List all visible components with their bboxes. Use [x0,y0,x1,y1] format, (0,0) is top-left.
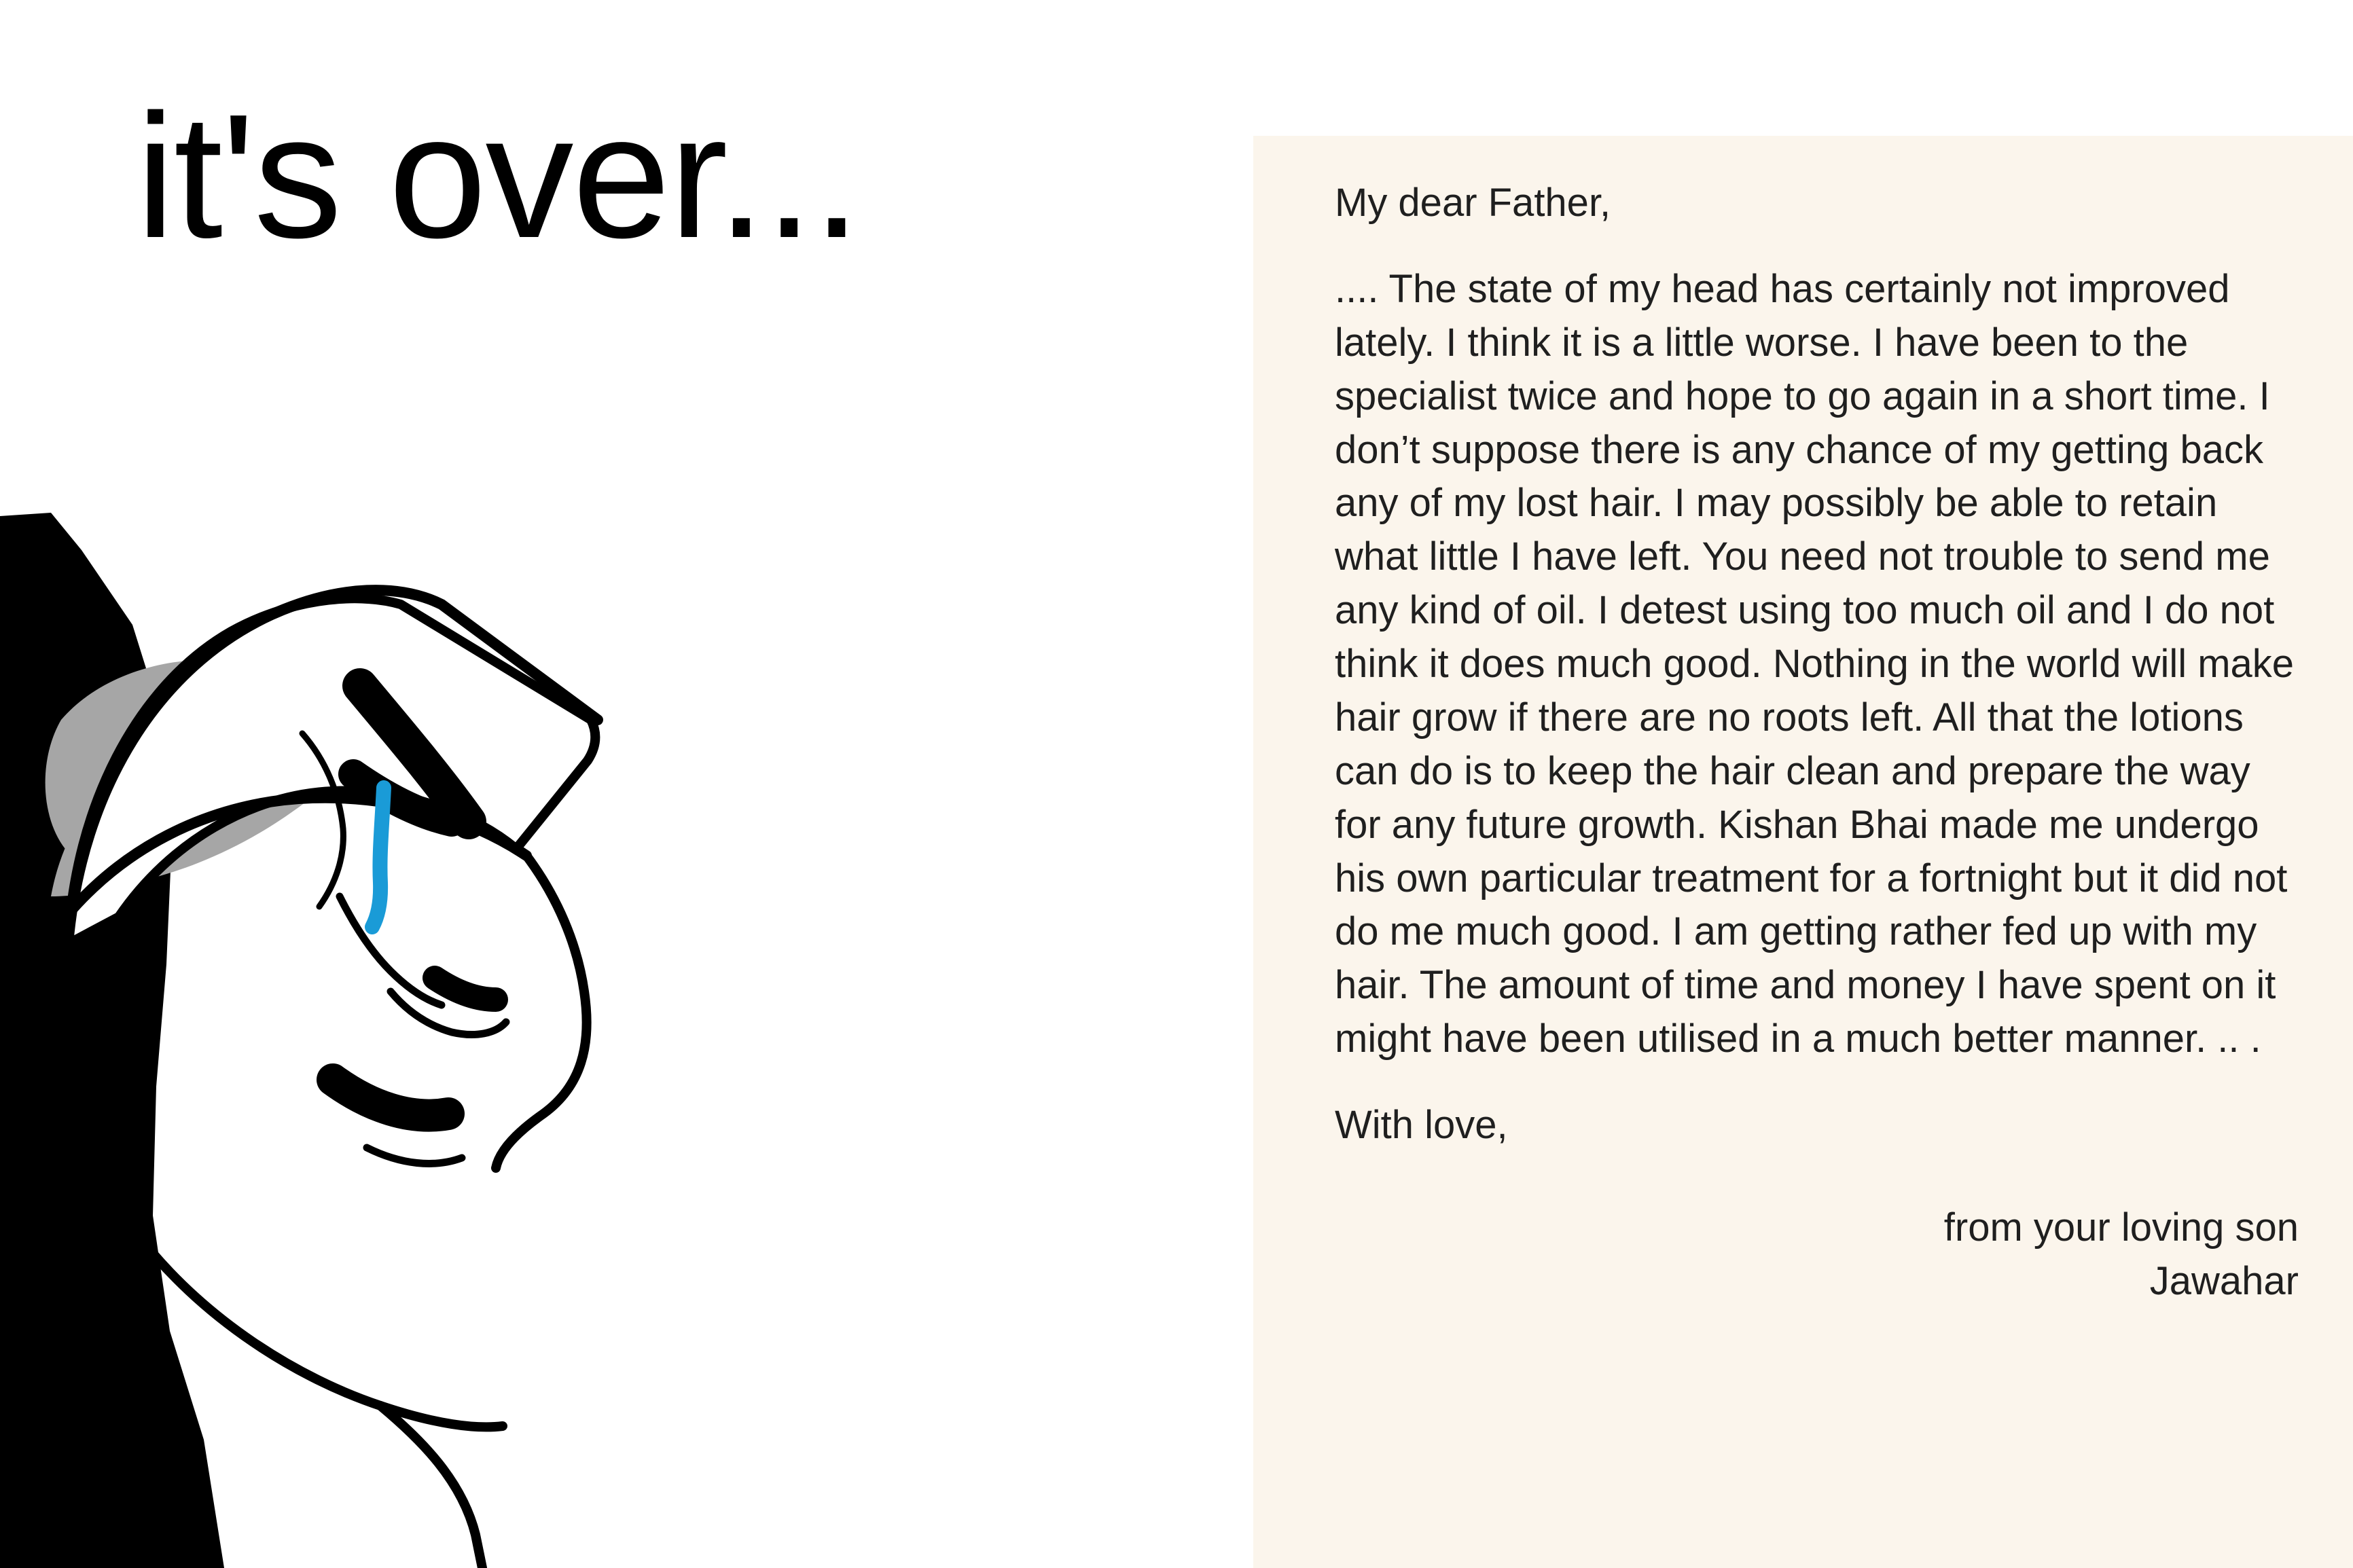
letter-body: .... The state of my head has certainly not improved lately. I think it is a little worse. I have been to the specialist twice and hope to go again in a short time. I don’t suppose there is any chance of my getting back any of my lost hair. I may possibly be able to retain what little I have left. You need not trouble to send me any kind of oil. I detest using too much oil and I do not think it does much good. Nothing in the world will make hair grow if there are no roots left. All that the lotions can do is to keep the hair clean and prepare the way for any future growth. Kishan Bhai made me undergo his own particular treatment for a fortnight but it did not do me much good. I am getting rather fed up with my hair. The amount of time and money I have spent on it might have been utilised in a much better manner. .. . [1335,266,2295,1061]
letter-signature [1335,1201,2299,1309]
letter-signature-line-1: from your loving son [1943,1205,2299,1250]
crying-nehru-line-drawing [0,380,1253,1568]
letter-card [1253,136,2353,1568]
page-title: it's over... [136,78,861,275]
letter-closing: With love, [1335,1103,1508,1147]
letter-signature-line-2: Jawahar [2149,1258,2299,1303]
right-panel [1253,0,2353,1568]
letter-salutation: My dear Father, [1335,181,1611,225]
